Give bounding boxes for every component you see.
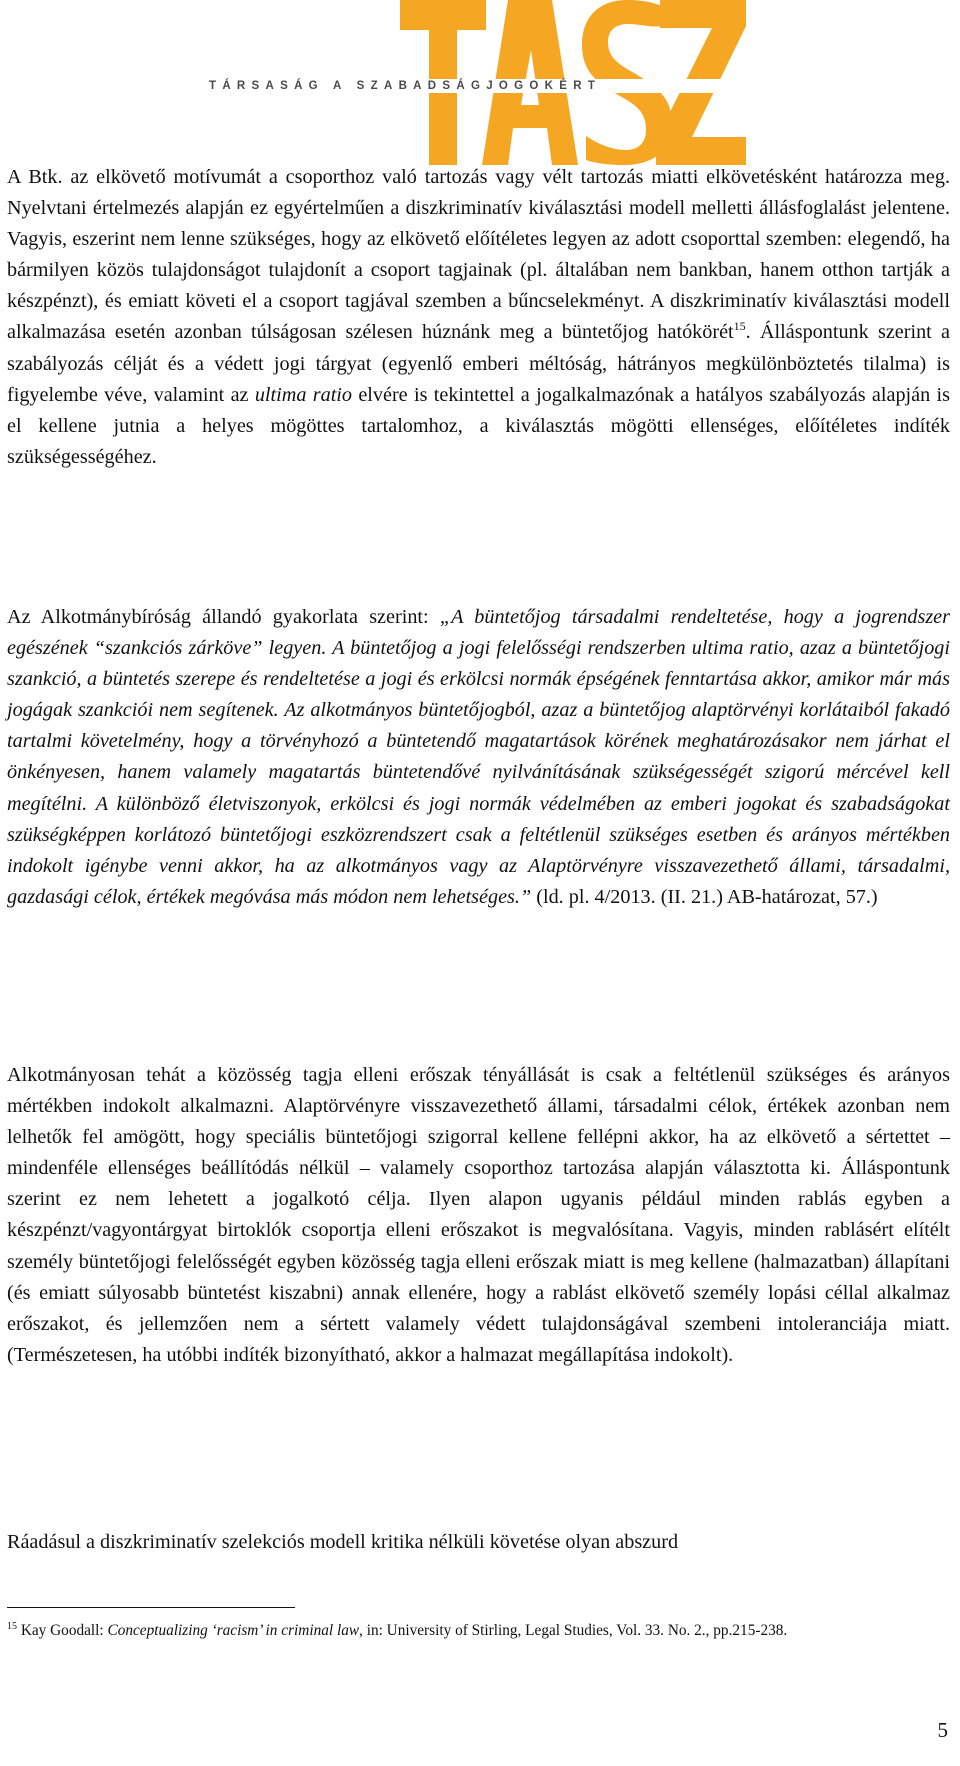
page-number: 5 bbox=[937, 1718, 948, 1742]
footnote-separator bbox=[7, 1607, 295, 1608]
paragraph-3: Alkotmányosan tehát a közösség tagja elleni erőszak tényállását is csak a feltétlenül szükséges és arányos mértékben indokolt alkalmazni. Alaptörvényre visszavezethető állami, társadalmi célok, értékek azonban nem lelhetők fel amögött, hogy speciális büntetőjogi szigorral kellene fellépni akkor, ha az elkövető a sértettet – mindenféle ellenséges beállítódás nélkül – valamely csoporthoz tartozása alapján választotta ki. Álláspontunk szerint ez nem lehetett a jogalkotó célja. Ilyen alapon ugyanis például minden rablás egyben a készpénzt/vagyontárgyat birtoklók csoportja elleni erőszakot is megvalósítana. Vagyis, minden rablásért elítélt személy büntetőjogi felelősségét egyben közösség tagja elleni erőszak miatt is meg kellene (halmazatban) állapítani (és emiatt súlyosabb büntetést kiszabni) annak ellenére, hogy a rablást elkövető személy lopási céllal alkalmaz erőszakot, és jellemzően nem a sértett valamely védett tulajdonságával szembeni intoleranciája miatt. (Természetesen, ha utóbbi indíték bizonyítható, akkor a halmazat megállapítása indokolt). bbox=[7, 1064, 950, 1366]
footnote bbox=[7, 1621, 950, 1641]
ultima-ratio-term: ultima ratio bbox=[254, 383, 353, 406]
logo-tagline: TÁRSASÁG A SZABADSÁGJOGOKÉRT bbox=[207, 79, 751, 93]
paragraph-4: Ráadásul a diszkriminatív szelekciós modell kritika nélküli követése olyan abszurd bbox=[7, 1531, 679, 1553]
paragraph-1-text-end: elvére is tekintettel a jogalkalmazónak a hatályos szabályozás alapján is el kellene jutnia a helyes mögöttes tartalomhoz, a kiválasztás mögötti ellenséges, előítéletes indíték szükségességéhez. bbox=[7, 383, 950, 468]
footnote-number: 15 bbox=[7, 1621, 17, 1632]
footnote-author: Kay Goodall: bbox=[17, 1622, 108, 1639]
tasz-logo bbox=[0, 0, 960, 165]
constitutional-court-quote: „A büntetőjog társadalmi rendeltetése, hogy a jogrendszer egészének “szankciós zárköve” legyen. A büntetőjog a jogi felelősségi rendszerben ultima ratio, azaz a büntetőjogi szankció, a büntetés szerepe és rendeltetése a jogi és erkölcsi normák épségének fenntartása akkor, amikor már más jogágak szankciói nem segítenek. Az alkotmányos büntetőjogból, azaz a büntetőjog alaptörvényi korlátaiból fakadó tartalmi követelmény, hogy a törvényhozó a büntetendő magatartások körének meghatározásakor nem járhat el önkényesen, hanem valamely magatartás büntetendővé nyilvánításának szükségességét szigorú mércével kell megítélni. A különböző életviszonyok, erkölcsi és jogi normák védelmében az emberi jogokat és szabadságokat szükségképpen korlátozó büntetőjogi eszközrendszert csak a feltétlenül szükséges esetben és arányos mértékben indokolt igénybe venni akkor, ha az alkotmányos vagy az Alaptörvényre visszavezethető állami, társadalmi, gazdasági célok, értékek megóvása más módon nem lehetséges.” bbox=[7, 606, 950, 908]
paragraph-1-text: A Btk. az elkövető motívumát a csoporthoz való tartozás vagy vélt tartozás miatti elkövetésként határozza meg. Nyelvtani értelmezés alapján ez egyértelműen a diszkriminatív kiválasztási modell melletti állásfoglalást jelentene. Vagyis, eszerint nem lenne szükséges, hogy az elkövető előítéletes legyen az adott csoporttal szemben: elegendő, ha bármilyen közös tulajdonságot tulajdonít a csoport tagjainak (pl. általában nem bankban, hanem otthon tartják a készpénzt), és emiatt követi el a csoport tagjával szemben a bűncselekményt. A diszkriminatív kiválasztási modell alkalmazása esetén azonban túlságosan szélesen húznánk meg a büntetőjog hatókörét bbox=[7, 166, 950, 344]
paragraph-1-text-cont: . Álláspontunk szerint a szabályozás célját és a védett jogi tárgyat (egyenlő emberi méltóság, hátrányos megkülönböztetés tilalma) is figyelembe véve, valamint az bbox=[7, 321, 950, 406]
footnote-source: , in: University of Stirling, Legal Studies, Vol. 33. No. 2., pp.215-238. bbox=[359, 1622, 788, 1639]
paragraph-1 bbox=[7, 162, 950, 473]
footnote-reference: 15 bbox=[733, 319, 746, 334]
footnote-title: Conceptualizing ‘racism’ in criminal law bbox=[107, 1622, 360, 1639]
quote-citation: (ld. pl. 4/2013. (II. 21.) AB-határozat, 57.) bbox=[531, 885, 878, 908]
paragraph-2 bbox=[7, 602, 950, 913]
paragraph-2-intro: Az Alkotmánybíróság állandó gyakorlata szerint: bbox=[7, 606, 440, 628]
